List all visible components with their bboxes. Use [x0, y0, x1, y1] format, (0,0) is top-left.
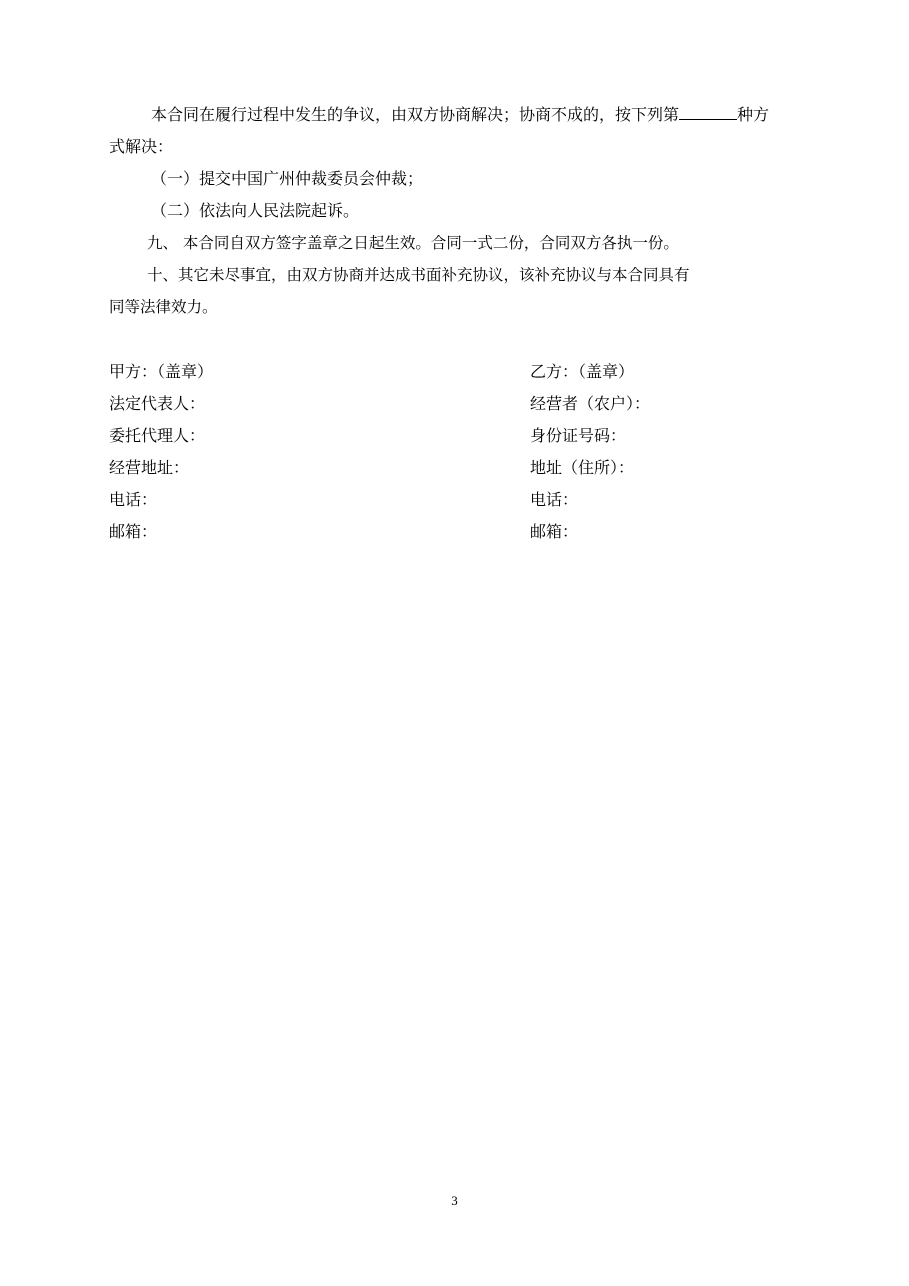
party-a-seal-label: 甲方：（盖章） — [109, 362, 214, 381]
clause-10-line-1: 十、其它未尽事宜，由双方协商并达成书面补充协议，该补充协议与本合同具有 — [147, 266, 690, 284]
dispute-line-2: 式解决： — [109, 137, 174, 156]
clause-10-line-2: 同等法律效力。 — [109, 298, 218, 316]
party-b-email-label: 邮箱： — [530, 522, 579, 541]
clause-9: 九、 本合同自双方签字盖章之日起生效。合同一式二份，合同双方各执一份。 — [147, 234, 679, 252]
party-b-signature-block — [530, 360, 870, 552]
dispute-option-2: （二）依法向人民法院起诉。 — [151, 201, 360, 220]
party-a-phone-label: 电话： — [109, 490, 158, 509]
party-a-legal-rep-label: 法定代表人： — [109, 394, 206, 413]
party-b-operator-label: 经营者（农户）： — [530, 394, 651, 413]
party-a-email-label: 邮箱： — [109, 522, 158, 541]
page-number: 3 — [451, 1193, 458, 1208]
party-b-seal-label: 乙方：（盖章） — [530, 362, 635, 381]
party-b-id-number-label: 身份证号码： — [530, 426, 627, 445]
dispute-text-after-blank: 种方 — [737, 105, 770, 124]
dispute-option-1: （一）提交中国广州仲裁委员会仲裁； — [151, 169, 424, 188]
party-b-address-label: 地址（住所）： — [530, 458, 635, 477]
dispute-line-1 — [151, 105, 769, 125]
party-a-agent-label: 委托代理人： — [109, 426, 206, 445]
party-a-signature-block — [109, 360, 449, 552]
party-a-address-label: 经营地址： — [109, 458, 190, 477]
fill-in-blank[interactable] — [679, 105, 737, 120]
dispute-text-before-blank: 本合同在履行过程中发生的争议，由双方协商解决；协商不成的，按下列第 — [151, 105, 680, 124]
party-b-phone-label: 电话： — [530, 490, 579, 509]
